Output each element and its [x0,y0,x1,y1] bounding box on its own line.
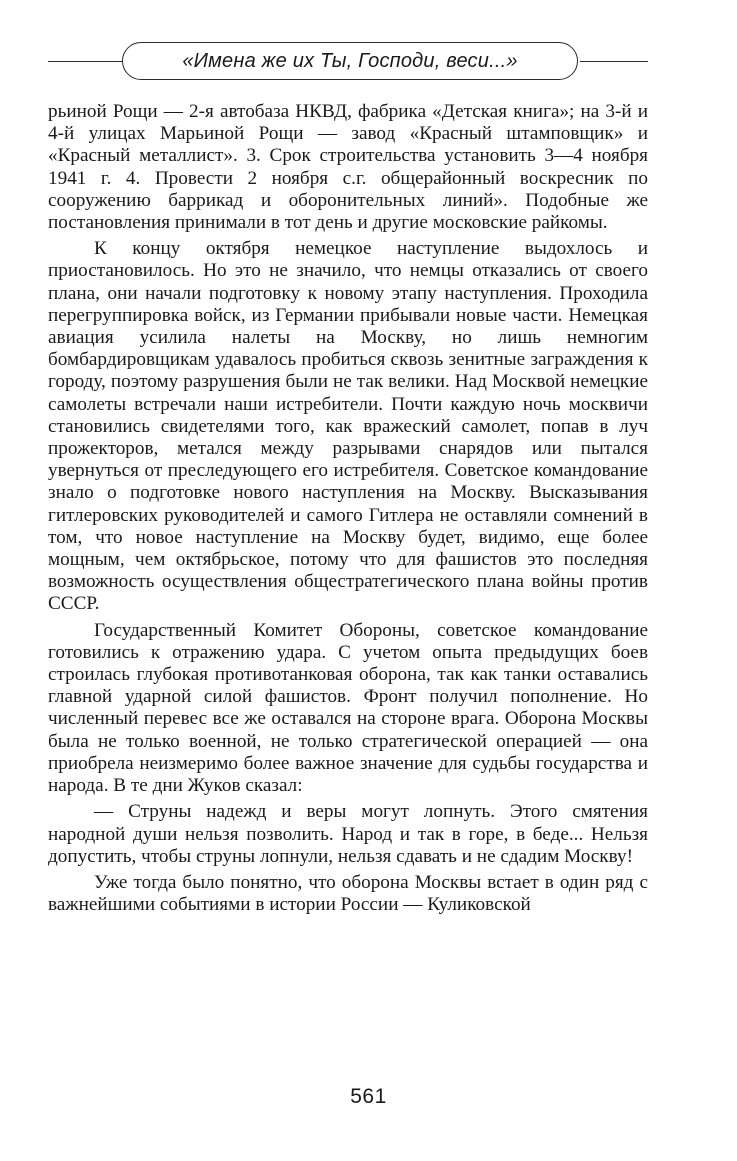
page-number: 561 [350,1085,387,1108]
header-frame [122,42,578,80]
page-body [48,101,648,920]
paragraph-2: К концу октября немецкое наступление выдохлось и приостановилось. Но это не значило, что немцы отказались от своего плана, они начали подготовку к новому этапу наступления. Проходила перегруппировка войск, из Германии прибывали новые части. Немецкая авиация усилила налеты на Москву, но лишь немногим бомбардировщикам удавалось пробиться сквозь зенитные заграждения к городу, поэтому разрушения были не так велики. Над Москвой немецкие самолеты встречали наши истребители. Почти каждую ночь москвичи становились свидетелями того, как вражеский самолет, попав в луч прожекторов, метался между разрывами снарядов или пытался увернуться от преследующего его истребителя. Советское командование знало о подготовке нового наступления на Москву. Высказывания гитлеровских руководителей и самого Гитлера не оставляли сомнений в том, что новое наступление на Москву будет, видимо, еще более мощным, чем октябрьское, потому что для фашистов это последняя возможность осуществления общестратегического плана войны против СССР. [48,238,648,615]
paragraph-4-quote: — Струны надежд и веры могут лопнуть. Этого смятения народной души нельзя позволить. Народ и так в горе, в беде... Нельзя допустить, чтобы струны лопнули, нельзя сдавать и не сдадим Москву! [48,801,648,867]
paragraph-3: Государственный Комитет Обороны, советское командование готовились к отражению удара. С учетом опыта предыдущих боев строилась глубокая противотанковая оборона, так как танки оставались главной ударной силой фашистов. Фронт получил пополнение. Но численный перевес все же оставался на стороне врага. Оборона Москвы была не только военной, не только стратегической операцией — она приобрела неизмеримо более важное значение для судьбы государства и народа. В те дни Жуков сказал: [48,619,648,797]
paragraph-1: рьиной Рощи — 2-я автобаза НКВД, фабрика «Детская книга»; на 3-й и 4-й улицах Марьиной Рощи — завод «Красный штамповщик» и «Красный металлист». 3. Срок строительства установить 3—4 ноября 1941 г. 4. Провести 2 ноября с.г. общерайонный воскресник по сооружению баррикад и оборонительных линий». Подобные же постановления принимали в тот день и другие московские райкомы. [48,101,648,234]
running-header-title: «Имена же их Ты, Господи, веси...» [182,49,518,72]
header-rule-left [48,61,122,62]
running-header [48,40,648,84]
header-rule-right [580,61,648,62]
paragraph-5: Уже тогда было понятно, что оборона Москвы встает в один ряд с важнейшими событиями в истории России — Куликовской [48,871,648,916]
